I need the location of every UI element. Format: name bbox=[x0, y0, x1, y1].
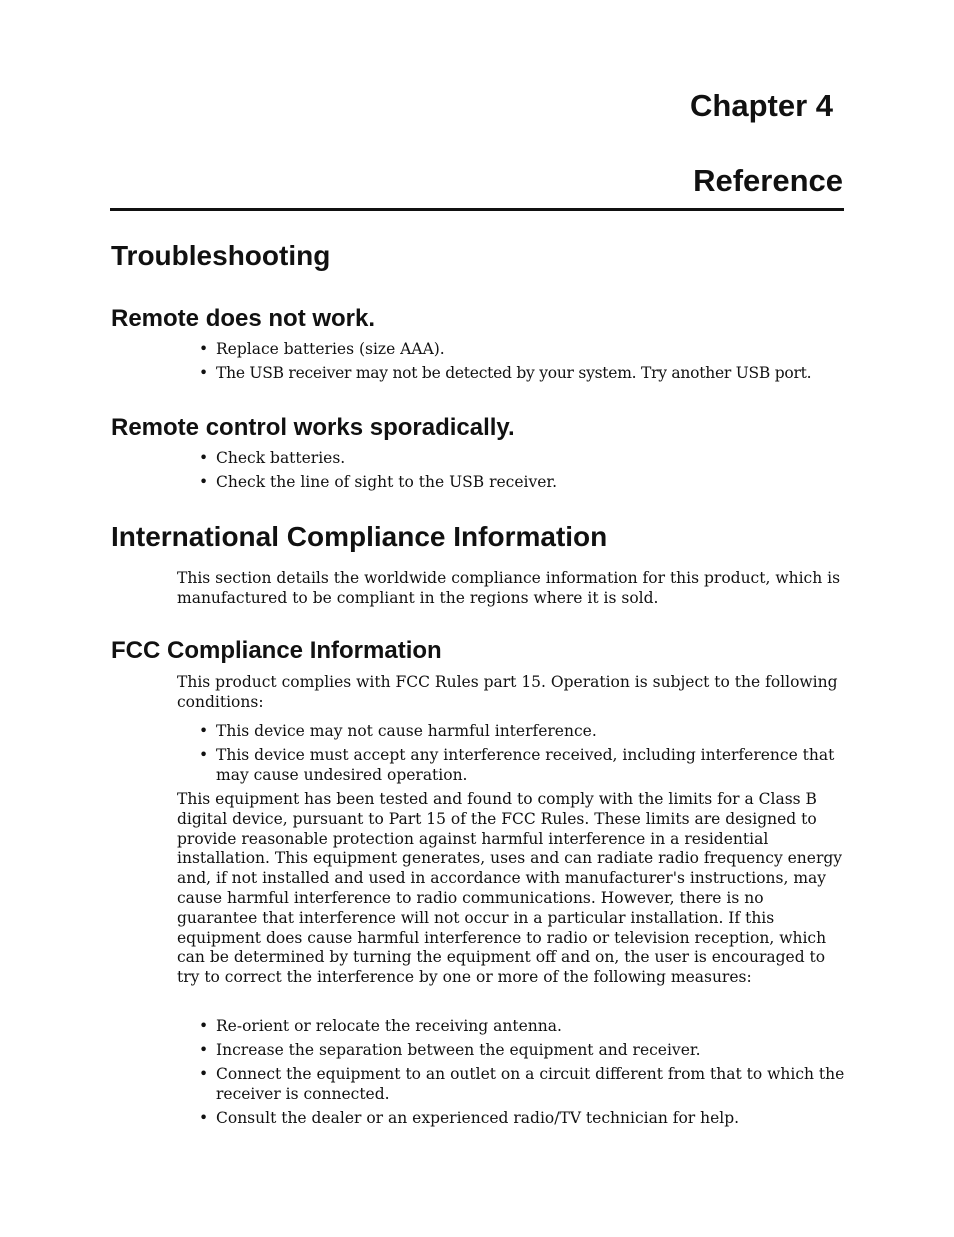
list-item: • Check the line of sight to the USB receiver. bbox=[199, 473, 558, 492]
section-heading-troubleshooting: Troubleshooting bbox=[111, 240, 331, 271]
remote-not-work-list bbox=[199, 340, 849, 388]
remote-sporadic-list bbox=[199, 449, 849, 497]
chapter-title: Reference bbox=[693, 163, 843, 198]
bullet-icon: • bbox=[199, 1109, 209, 1128]
fcc-statement-text: This equipment has been tested and found to comply with the limits for a Class B digital device, pursuant to Part 15 of the FCC Rules. These limits are designed to provide reasonable protection against harmful interference in a residential installation. This equipment generates, uses and can radiate radio frequency energy and, if not installed and used in accordance with manufacturer's instructions, may cause harmful interference to radio communications. However, there is no guarantee that interference will not occur in a particular installation. If this equipment does cause harmful interference to radio or television reception, which can be determined by turning the equipment off and on, the user is encouraged to try to correct the interference by one or more of the following measures: bbox=[177, 790, 843, 987]
international-compliance-text: This section details the worldwide compliance information for this product, which is manufactured to be compliant in the regions where it is sold. bbox=[177, 569, 841, 607]
fcc-measures-list bbox=[199, 1017, 849, 1134]
fcc-intro-text: This product complies with FCC Rules part 15. Operation is subject to the following conditions: bbox=[177, 673, 838, 711]
list-item: • Connect the equipment to an outlet on a circuit different from that to which the receiver is connected. bbox=[199, 1065, 845, 1104]
list-item: • Re-orient or relocate the receiving antenna. bbox=[199, 1017, 562, 1035]
list-item: • This device may not cause harmful interference. bbox=[199, 722, 597, 740]
fcc-conditions-list bbox=[199, 722, 849, 790]
bullet-icon: • bbox=[199, 473, 209, 492]
list-item: • Replace batteries (size AAA). bbox=[199, 340, 445, 358]
section-heading-international-compliance: International Compliance Information bbox=[111, 521, 608, 552]
bullet-icon: • bbox=[199, 722, 209, 740]
chapter-number: Chapter 4 bbox=[690, 88, 833, 123]
subsection-heading-remote-does-not-work: Remote does not work. bbox=[111, 305, 376, 332]
list-item: • Increase the separation between the equipment and receiver. bbox=[199, 1041, 701, 1060]
bullet-icon: • bbox=[199, 449, 209, 467]
bullet-icon: • bbox=[199, 340, 209, 358]
chapter-rule bbox=[110, 208, 844, 211]
bullet-icon: • bbox=[199, 1041, 209, 1060]
bullet-icon: • bbox=[199, 364, 208, 383]
list-item: • Check batteries. bbox=[199, 449, 346, 467]
bullet-icon: • bbox=[199, 1017, 209, 1035]
subsection-heading-remote-sporadic: Remote control works sporadically. bbox=[111, 414, 515, 441]
list-item: • This device must accept any interference received, including interference that may cause undesired operation. bbox=[199, 746, 835, 784]
list-item: • The USB receiver may not be detected by your system. Try another USB port. bbox=[199, 364, 812, 383]
bullet-icon: • bbox=[199, 746, 209, 765]
subsection-heading-fcc-compliance: FCC Compliance Information bbox=[111, 637, 442, 664]
list-item: • Consult the dealer or an experienced radio/TV technician for help. bbox=[199, 1109, 740, 1128]
bullet-icon: • bbox=[199, 1065, 209, 1084]
